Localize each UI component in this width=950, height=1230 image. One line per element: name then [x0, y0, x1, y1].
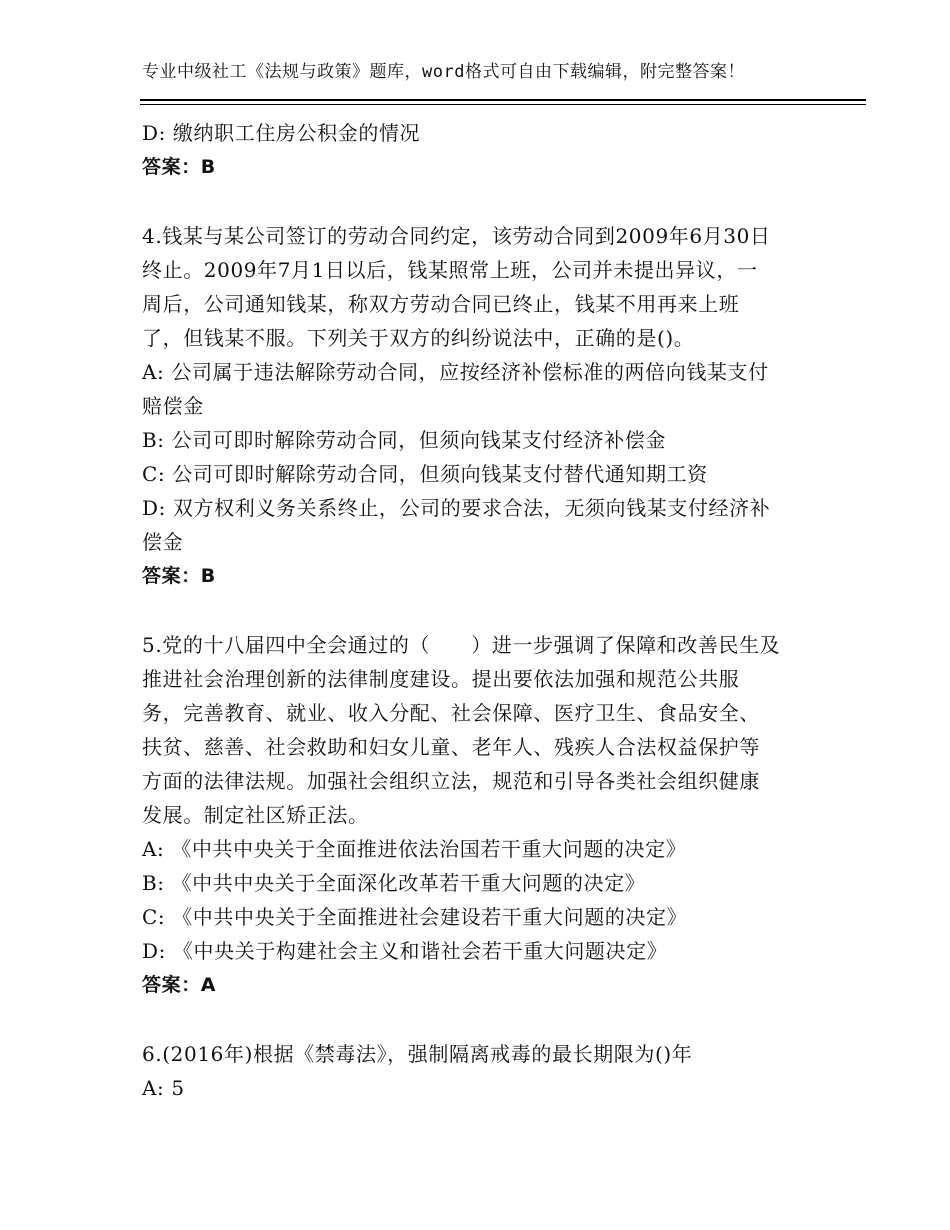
q5-option-c: C: 《中共中央关于全面推进社会建设若干重大问题的决定》: [142, 905, 688, 929]
question-5: [142, 628, 810, 1002]
spacer: [142, 1002, 810, 1037]
q4-option-d-line: 偿金: [142, 530, 184, 554]
q5-stem-line: 发展。制定社区矫正法。: [142, 803, 369, 827]
q4-option-a-line: A: 公司属于违法解除劳动合同，应按经济补偿标准的两倍向钱某支付: [142, 360, 769, 384]
q5-stem-line: 务，完善教育、就业、收入分配、社会保障、医疗卫生、食品安全、: [142, 701, 760, 725]
header-rule-thick: [140, 99, 866, 101]
q4-stem-line: 周后，公司通知钱某，称双方劳动合同已终止，钱某不用再来上班: [142, 292, 740, 316]
q5-stem-line: 扶贫、慈善、社会救助和妇女儿童、老年人、残疾人合法权益保护等: [142, 735, 760, 759]
spacer: [142, 184, 810, 219]
header-rule-thin: [140, 104, 866, 105]
q4-option-d-line: D: 双方权利义务关系终止，公司的要求合法，无须向钱某支付经济补: [142, 496, 771, 520]
q6-option-a: A: 5: [142, 1076, 185, 1100]
q5-option-d: D: 《中央关于构建社会主义和谐社会若干重大问题决定》: [142, 939, 668, 963]
q5-option-b: B: 《中共中央关于全面深化改革若干重大问题的决定》: [142, 871, 646, 895]
question-4: [142, 219, 810, 593]
q4-stem-line: 4.钱某与某公司签订的劳动合同约定，该劳动合同到2009年6月30日: [142, 224, 771, 248]
q6-stem: 6.(2016年)根据《禁毒法》，强制隔离戒毒的最长期限为()年: [142, 1042, 693, 1066]
q4-stem-line: 终止。2009年7月1日以后，钱某照常上班，公司并未提出异议，一: [142, 258, 758, 282]
q5-option-a: A: 《中共中央关于全面推进依法治国若干重大问题的决定》: [142, 837, 687, 861]
question-3-tail: [142, 116, 810, 184]
q5-answer: 答案：A: [142, 974, 217, 996]
q4-option-c: C: 公司可即时解除劳动合同，但须向钱某支付替代通知期工资: [142, 462, 708, 486]
q4-option-a-line: 赔偿金: [142, 394, 204, 418]
q4-option-b: B: 公司可即时解除劳动合同，但须向钱某支付经济补偿金: [142, 428, 666, 452]
q5-stem-line: 推进社会治理创新的法律制度建设。提出要依法加强和规范公共服: [142, 667, 740, 691]
q4-answer: 答案：B: [142, 565, 216, 587]
question-6: [142, 1037, 810, 1105]
document-body: [142, 116, 810, 1105]
header-text: 专业中级社工《法规与政策》题库，word格式可自由下载编辑，附完整答案！: [142, 62, 745, 82]
q5-stem-line: 5.党的十八届四中全会通过的（ ）进一步强调了保障和改善民生及: [142, 633, 781, 657]
q3-answer: 答案：B: [142, 156, 216, 178]
q5-stem-line: 方面的法律法规。加强社会组织立法，规范和引导各类社会组织健康: [142, 769, 760, 793]
q3-option-d: D: 缴纳职工住房公积金的情况: [142, 121, 421, 145]
q4-stem-line: 了，但钱某不服。下列关于双方的纠纷说法中，正确的是()。: [142, 326, 695, 350]
spacer: [142, 593, 810, 628]
